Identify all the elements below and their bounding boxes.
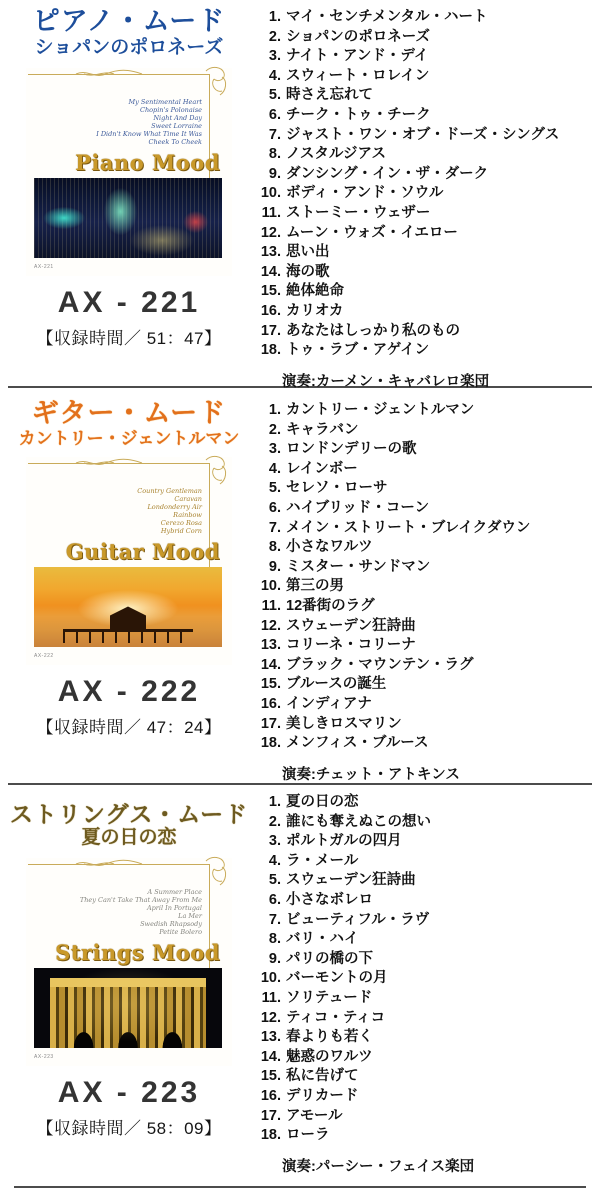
- track-title: 小さなボレロ: [286, 891, 373, 908]
- cover-track-line: Londonderry Air: [147, 503, 202, 512]
- track-item: [254, 930, 600, 950]
- track-number: 17.: [260, 715, 281, 732]
- recording-duration: 【収録時間／ 51：47】: [36, 328, 222, 348]
- track-item: [254, 224, 600, 244]
- track-item: [254, 184, 600, 204]
- track-list: [254, 8, 600, 361]
- track-item: [254, 871, 600, 891]
- cover-track-line: Night And Day: [153, 113, 202, 122]
- album-section-piano-mood: [0, 0, 600, 390]
- track-item: [254, 989, 600, 1009]
- track-number: 2.: [268, 28, 281, 45]
- track-title: 私に告げて: [286, 1068, 359, 1085]
- track-number: 7.: [268, 519, 281, 536]
- track-number: 12.: [260, 224, 281, 241]
- track-item: [254, 499, 600, 519]
- track-number: 1.: [268, 402, 281, 418]
- track-item: [254, 440, 600, 460]
- track-item: [254, 734, 600, 754]
- album-subtitle: ショパンのポロネーズ: [34, 37, 224, 59]
- track-number: 3.: [268, 441, 281, 458]
- track-number: 14.: [260, 656, 281, 673]
- track-number: 12.: [260, 1009, 281, 1026]
- track-title: あなたはしっかり私のもの: [286, 322, 460, 339]
- track-number: 3.: [268, 833, 281, 850]
- track-number: 18.: [260, 735, 281, 752]
- track-title: 小さなワルツ: [286, 539, 373, 556]
- track-item: [254, 813, 600, 833]
- track-item: [254, 479, 600, 499]
- cover-track-line: Hybrid Corn: [160, 527, 202, 536]
- track-item: [254, 243, 600, 263]
- album-info-column: [0, 388, 252, 783]
- track-item: [254, 67, 600, 87]
- track-number: 17.: [260, 1107, 281, 1124]
- cover-track-list-cursive: [96, 98, 202, 146]
- track-number: 1.: [268, 794, 281, 810]
- track-number: 1.: [268, 9, 281, 25]
- track-title: 時さえ忘れて: [286, 87, 373, 104]
- track-number: 18.: [260, 342, 281, 359]
- track-title: スウェーデン狂詩曲: [286, 872, 416, 889]
- track-number: 2.: [268, 421, 281, 438]
- track-item: [254, 911, 600, 931]
- track-item: [254, 1048, 600, 1068]
- performer-credit: 演奏:チェット・アトキンス: [282, 766, 460, 783]
- track-title: メイン・ストリート・ブレイクダウン: [286, 519, 531, 536]
- album-cover-art: [26, 858, 232, 1066]
- track-item: [254, 1087, 600, 1107]
- track-title: バーモントの月: [286, 970, 388, 987]
- cover-track-line: Cerezo Rosa: [160, 519, 202, 528]
- cover-catalog-code: AX-223: [34, 1054, 54, 1061]
- track-item: [254, 597, 600, 617]
- track-title: 春よりも若く: [286, 1029, 373, 1046]
- track-number: 9.: [268, 950, 281, 967]
- track-title: セレソ・ローサ: [286, 480, 388, 497]
- track-title: ティコ・ティコ: [286, 1009, 386, 1026]
- cover-track-list-cursive: [137, 487, 202, 535]
- track-title: 第三の男: [286, 578, 344, 595]
- track-title: 海の歌: [286, 263, 330, 280]
- album-title: ギター・ムード: [31, 398, 227, 428]
- cover-track-line: Cheek To Cheek: [148, 137, 202, 146]
- track-item: [254, 341, 600, 361]
- track-item: [254, 852, 600, 872]
- cover-brand-text: Guitar Mood: [65, 539, 220, 565]
- track-item: [254, 1067, 600, 1087]
- catalog-number: AX - 223: [57, 1076, 201, 1110]
- track-item: [254, 675, 600, 695]
- track-number: 7.: [268, 126, 281, 143]
- track-item: [254, 577, 600, 597]
- catalog-number: AX - 222: [57, 675, 201, 709]
- track-title: スウェーデン狂詩曲: [286, 617, 416, 634]
- cover-track-line: La Mer: [178, 912, 202, 921]
- track-title: ラ・メール: [286, 852, 359, 869]
- track-item: [254, 282, 600, 302]
- track-item: [254, 832, 600, 852]
- flourish-ornament-icon: [74, 857, 144, 871]
- track-item: [254, 538, 600, 558]
- track-title: ボディ・アンド・ソウル: [286, 185, 444, 202]
- track-item: [254, 460, 600, 480]
- track-item: [254, 106, 600, 126]
- track-item: [254, 8, 600, 28]
- track-title: マイ・センチメンタル・ハート: [286, 9, 488, 25]
- track-title: 夏の日の恋: [286, 794, 359, 810]
- album-title: ピアノ・ムード: [32, 6, 226, 36]
- track-title: 美しきロスマリン: [286, 715, 402, 732]
- track-item: [254, 401, 600, 421]
- track-title: インディアナ: [286, 695, 372, 712]
- cover-track-line: Country Gentleman: [137, 487, 202, 496]
- track-number: 18.: [260, 1127, 281, 1144]
- track-title: デリカード: [286, 1087, 359, 1104]
- track-item: [254, 695, 600, 715]
- track-number: 9.: [268, 558, 281, 575]
- track-title: メンフィス・ブルース: [286, 735, 429, 752]
- album-info-column: [0, 0, 252, 386]
- track-title: ショパンのポロネーズ: [286, 28, 430, 45]
- track-item: [254, 1126, 600, 1146]
- track-item: [254, 656, 600, 676]
- performer-credit: 演奏:パーシー・フェイス楽団: [282, 1158, 475, 1175]
- album-section-strings-mood: [0, 785, 600, 1186]
- track-item: [254, 519, 600, 539]
- track-number: 13.: [260, 1029, 281, 1046]
- track-title: キャラバン: [286, 421, 359, 438]
- track-item: [254, 322, 600, 342]
- recording-duration: 【収録時間／ 58：09】: [36, 1119, 222, 1139]
- pier-silhouette: [63, 599, 193, 643]
- track-title: パリの橋の下: [286, 950, 373, 967]
- track-title: ビューティフル・ラヴ: [286, 911, 430, 928]
- track-title: ブルースの誕生: [286, 676, 387, 693]
- track-item: [254, 47, 600, 67]
- track-item: [254, 793, 600, 813]
- light-glow: [34, 968, 222, 1048]
- track-item: [254, 1009, 600, 1029]
- track-title: レインボー: [286, 460, 358, 477]
- track-title: ポルトガルの四月: [286, 833, 402, 850]
- track-list: [254, 401, 600, 754]
- track-title: 思い出: [286, 244, 330, 261]
- track-number: 11.: [261, 204, 281, 221]
- track-number: 6.: [268, 106, 281, 123]
- track-title: ダンシング・イン・ザ・ダーク: [286, 165, 489, 182]
- track-item: [254, 204, 600, 224]
- recording-duration: 【収録時間／ 47：24】: [36, 718, 222, 738]
- corner-flower-icon: [202, 65, 228, 99]
- track-number: 11.: [261, 597, 281, 614]
- track-number: 5.: [268, 87, 281, 104]
- page-bottom-divider: [14, 1186, 586, 1188]
- track-number: 8.: [268, 539, 281, 556]
- track-title: 魅惑のワルツ: [286, 1048, 373, 1065]
- track-item: [254, 1107, 600, 1127]
- track-number: 8.: [268, 931, 281, 948]
- album-section-guitar-mood: [0, 388, 600, 783]
- track-title: ストーミー・ウェザー: [286, 204, 431, 221]
- cover-track-line: Rainbow: [173, 511, 202, 520]
- cover-catalog-code: AX-221: [34, 263, 54, 270]
- track-title: スウィート・ロレイン: [286, 67, 430, 84]
- track-item: [254, 165, 600, 185]
- track-number: 4.: [268, 460, 281, 477]
- track-number: 3.: [268, 48, 281, 65]
- track-item: [254, 1028, 600, 1048]
- cover-track-line: April In Portugal: [146, 904, 202, 913]
- track-number: 6.: [268, 891, 281, 908]
- track-number: 16.: [260, 302, 281, 319]
- track-title: ノスタルジアス: [286, 146, 386, 163]
- album-title: ストリングス・ムード: [9, 801, 249, 827]
- track-item: [254, 421, 600, 441]
- cover-track-line: I Didn't Know What Time It Was: [96, 129, 202, 138]
- track-number: 6.: [268, 499, 281, 516]
- track-item: [254, 263, 600, 283]
- track-title: ブラック・マウンテン・ラグ: [286, 656, 474, 673]
- track-title: ローラ: [286, 1127, 330, 1144]
- cover-track-line: Petite Bolero: [159, 928, 202, 937]
- track-number: 15.: [260, 1068, 281, 1085]
- track-title: ムーン・ウォズ・イエロー: [286, 224, 458, 241]
- track-number: 10.: [260, 970, 281, 987]
- track-item: [254, 636, 600, 656]
- track-title: カントリー・ジェントルマン: [286, 402, 475, 418]
- track-item: [254, 28, 600, 48]
- track-number: 15.: [260, 676, 281, 693]
- track-number: 9.: [268, 165, 281, 182]
- track-title: ロンドンデリーの歌: [286, 441, 417, 458]
- album-subtitle: 夏の日の恋: [81, 827, 177, 849]
- track-title: ソリテュード: [286, 989, 373, 1006]
- track-item: [254, 715, 600, 735]
- track-number: 10.: [260, 578, 281, 595]
- track-item: [254, 617, 600, 637]
- track-number: 12.: [260, 617, 281, 634]
- corner-flower-icon: [202, 454, 228, 488]
- cover-photo-concert-hall: [34, 968, 222, 1048]
- track-title: ミスター・サンドマン: [286, 558, 431, 575]
- track-item: [254, 126, 600, 146]
- cover-photo-sunset-pier: [34, 567, 222, 647]
- track-list-column: [252, 785, 600, 1186]
- track-title: チーク・トゥ・チーク: [286, 106, 431, 123]
- track-number: 13.: [260, 637, 281, 654]
- track-number: 8.: [268, 146, 281, 163]
- track-title: バリ・ハイ: [286, 931, 359, 948]
- track-title: アモール: [286, 1107, 343, 1124]
- track-number: 16.: [260, 695, 281, 712]
- track-title: 誰にも奪えぬこの想い: [286, 813, 431, 830]
- album-cover-art: [26, 68, 232, 276]
- cover-track-line: They Can't Take That Away From Me: [79, 896, 202, 905]
- track-list: [254, 793, 600, 1146]
- track-item: [254, 145, 600, 165]
- track-list-column: [252, 388, 600, 783]
- cover-track-line: Swedish Rhapsody: [140, 920, 202, 929]
- corner-flower-icon: [202, 855, 228, 889]
- track-title: 12番街のラグ: [286, 597, 375, 614]
- cover-track-line: Caravan: [174, 495, 202, 504]
- track-item: [254, 891, 600, 911]
- cover-track-line: A Summer Place: [147, 888, 202, 897]
- track-number: 4.: [268, 67, 281, 84]
- track-number: 11.: [261, 989, 281, 1006]
- cover-photo-cityscape: [34, 178, 222, 258]
- performer-credit: 演奏:カーメン・キャバレロ楽団: [282, 373, 490, 390]
- cover-track-list-cursive: [80, 888, 202, 936]
- track-item: [254, 969, 600, 989]
- track-number: 15.: [260, 283, 281, 300]
- album-info-column: [0, 785, 252, 1186]
- track-list-column: [252, 0, 600, 390]
- track-title: トゥ・ラブ・アゲイン: [286, 342, 430, 359]
- track-item: [254, 86, 600, 106]
- track-item: [254, 950, 600, 970]
- track-title: カリオカ: [286, 302, 344, 319]
- track-number: 17.: [260, 322, 281, 339]
- cover-track-line: Chopin's Polonaise: [139, 105, 202, 114]
- track-number: 5.: [268, 480, 281, 497]
- track-title: ハイブリッド・コーン: [286, 499, 430, 516]
- flourish-ornament-icon: [74, 67, 144, 81]
- track-number: 14.: [260, 1048, 281, 1065]
- cover-track-line: My Sentimental Heart: [128, 97, 202, 106]
- track-number: 10.: [260, 185, 281, 202]
- track-item: [254, 558, 600, 578]
- flourish-ornament-icon: [74, 456, 144, 470]
- track-title: 絶体絶命: [286, 283, 344, 300]
- track-number: 14.: [260, 263, 281, 280]
- cover-catalog-code: AX-222: [34, 653, 54, 660]
- track-number: 13.: [260, 244, 281, 261]
- track-number: 7.: [268, 911, 281, 928]
- catalog-number: AX - 221: [57, 285, 201, 319]
- track-title: ジャスト・ワン・オブ・ドーズ・シングス: [286, 126, 560, 143]
- track-number: 4.: [268, 852, 281, 869]
- track-number: 5.: [268, 872, 281, 889]
- track-title: コリーネ・コリーナ: [286, 637, 416, 654]
- album-subtitle: カントリー・ジェントルマン: [18, 429, 240, 449]
- cover-track-line: Sweet Lorraine: [151, 121, 202, 130]
- track-title: ナイト・アンド・デイ: [286, 48, 429, 65]
- track-number: 16.: [260, 1087, 281, 1104]
- track-item: [254, 302, 600, 322]
- cover-brand-text: Piano Mood: [75, 149, 220, 175]
- cover-brand-text: Strings Mood: [55, 940, 220, 966]
- album-cover-art: [26, 457, 232, 665]
- track-number: 2.: [268, 813, 281, 830]
